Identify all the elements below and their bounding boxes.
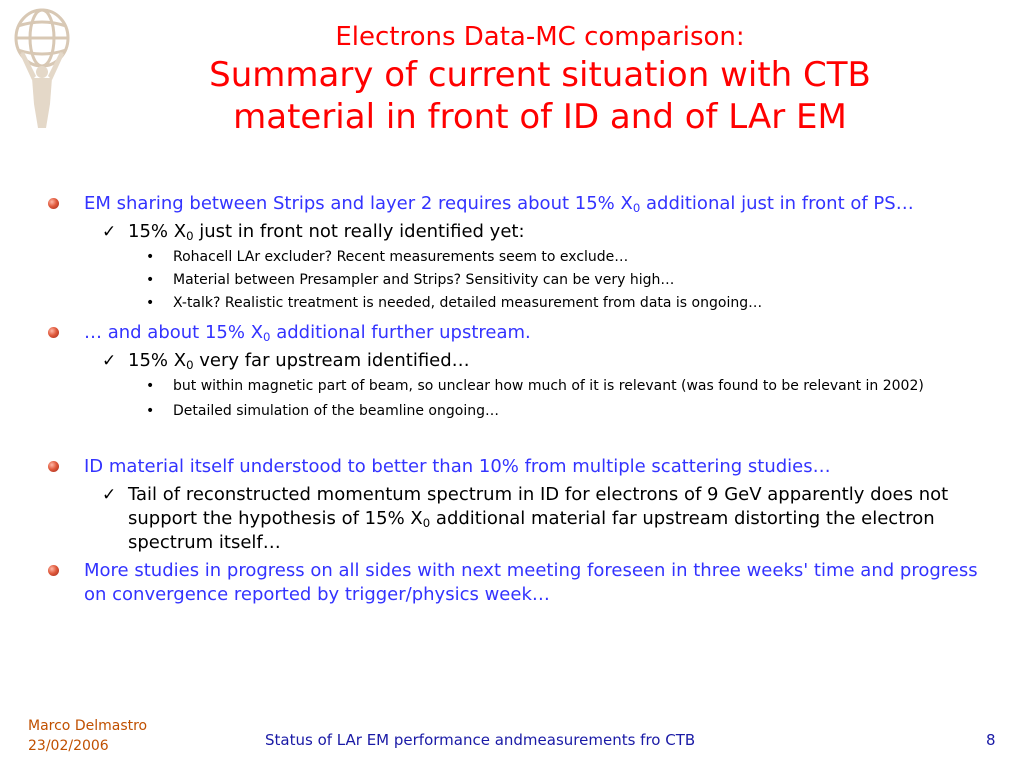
slide-title — [80, 20, 1000, 138]
subbullet-far-upstream: ✓ 15% $X_0$ very far upstream identified… — [102, 350, 470, 372]
dot-bullet-icon: • — [146, 378, 155, 394]
bullet-further-upstream: … and about 15% $X_0$ additional further upstream. — [44, 321, 1004, 345]
dot-bullet-icon: • — [146, 403, 155, 419]
author-name: Marco Delmastro — [28, 718, 148, 734]
presentation-date: 23/02/2006 — [28, 738, 109, 754]
dot-bullet-icon: • — [146, 295, 155, 311]
red-sphere-bullet-icon — [48, 198, 59, 209]
slide-body — [44, 192, 1004, 607]
item-xtalk: • X-talk? Realistic treatment is needed, detailed measurement from data is ongoing… — [146, 295, 763, 311]
page-number: 8 — [986, 731, 996, 749]
red-sphere-bullet-icon — [48, 461, 59, 472]
item-rohacell: • Rohacell LAr excluder? Recent measurements seem to exclude… — [146, 249, 629, 265]
red-sphere-bullet-icon — [48, 565, 59, 576]
bullet-more-studies: More studies in progress on all sides with next meeting foreseen in three weeks' time and progress on convergence reported by trigger/physics week… — [44, 559, 1004, 607]
subbullet-tail-momentum: ✓ Tail of reconstructed momentum spectrum in ID for electrons of 9 GeV apparently does not support the hypothesis of 15% $X_0$ additional material far upstream distorting the electron spectrum itself… — [102, 484, 949, 553]
checkmark-icon: ✓ — [102, 222, 117, 242]
checkmark-icon: ✓ — [102, 351, 117, 371]
item-presampler-strips: • Material between Presampler and Strips? Sensitivity can be very high… — [146, 272, 675, 288]
atlas-logo-icon — [6, 4, 78, 132]
item-magnetic-part: • but within magnetic part of beam, so unclear how much of it is relevant (was found to be relevant in 2002) — [146, 378, 924, 394]
title-line-2: Summary of current situation with CTB — [209, 55, 871, 95]
red-sphere-bullet-icon — [48, 327, 59, 338]
footer-author — [28, 716, 147, 756]
checkmark-icon: ✓ — [102, 485, 117, 505]
title-line-1: Electrons Data-MC comparison: — [335, 22, 745, 52]
bullet-id-material: ID material itself understood to better than 10% from multiple scattering studies… — [44, 455, 1004, 479]
dot-bullet-icon: • — [146, 249, 155, 265]
dot-bullet-icon: • — [146, 272, 155, 288]
subbullet-just-in-front: ✓ 15% $X_0$ just in front not really identified yet: — [102, 221, 525, 243]
title-line-3: material in front of ID and of LAr EM — [233, 97, 847, 137]
footer-title: Status of LAr EM performance andmeasurements fro CTB — [265, 731, 696, 749]
bullet-em-sharing: EM sharing between Strips and layer 2 requires about 15% $X_0$ additional just in front of PS… — [44, 192, 1004, 216]
item-beamline-simulation: • Detailed simulation of the beamline ongoing… — [146, 403, 499, 419]
